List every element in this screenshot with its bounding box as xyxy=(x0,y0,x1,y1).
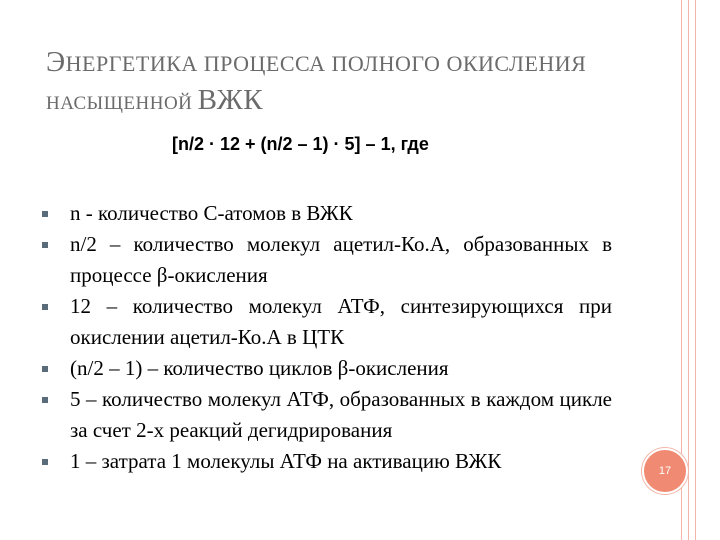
bullet-square-icon xyxy=(42,397,48,403)
decor-line-2 xyxy=(688,0,689,540)
bullet-text: n - количество С-атомов в ВЖК xyxy=(70,201,353,225)
bullet-text: 1 – затрата 1 молекулы АТФ на активацию ВЖК xyxy=(70,449,502,473)
bullet-square-icon xyxy=(42,242,48,248)
title-line-1 xyxy=(46,44,646,82)
title-line-2-big: ВЖК xyxy=(197,84,264,116)
bullet-text: 12 – количество молекул АТФ, синтезирующихся при окислении ацетил-Ко.А в ЦТК xyxy=(70,294,612,349)
bullet-item xyxy=(40,446,612,477)
bullet-square-icon xyxy=(42,366,48,372)
bullet-text: (n/2 – 1) – количество циклов β-окисления xyxy=(70,356,449,380)
formula: [n/2 · 12 + (n/2 – 1) · 5] – 1, где xyxy=(172,134,429,154)
title-line-2 xyxy=(46,82,646,122)
bullet-square-icon xyxy=(42,459,48,465)
bullet-item xyxy=(40,291,612,353)
bullet-text: 5 – количество молекул АТФ, образованных в каждом цикле за счет 2-х реакций дегидрирования xyxy=(70,387,612,442)
decor-line-3 xyxy=(695,0,696,540)
bullet-item xyxy=(40,353,612,384)
slide-title xyxy=(46,44,646,122)
title-line-1-rest: НЕРГЕТИКА ПРОЦЕССА ПОЛНОГО ОКИСЛЕНИЯ xyxy=(65,51,587,76)
bullet-item xyxy=(40,198,612,229)
bullet-square-icon xyxy=(42,211,48,217)
bullet-item xyxy=(40,384,612,446)
bullet-square-icon xyxy=(42,304,48,310)
bullet-list xyxy=(40,198,612,477)
title-line-2-small: НАСЫЩЕННОЙ xyxy=(46,93,198,114)
bullet-item xyxy=(40,229,612,291)
title-initial-cap: Э xyxy=(46,46,66,78)
page-number-badge xyxy=(642,448,688,494)
bullet-text: n/2 – количество молекул ацетил-Ко.А, образованных в процессе β-окисления xyxy=(70,232,612,287)
page-number: 17 xyxy=(658,465,672,477)
